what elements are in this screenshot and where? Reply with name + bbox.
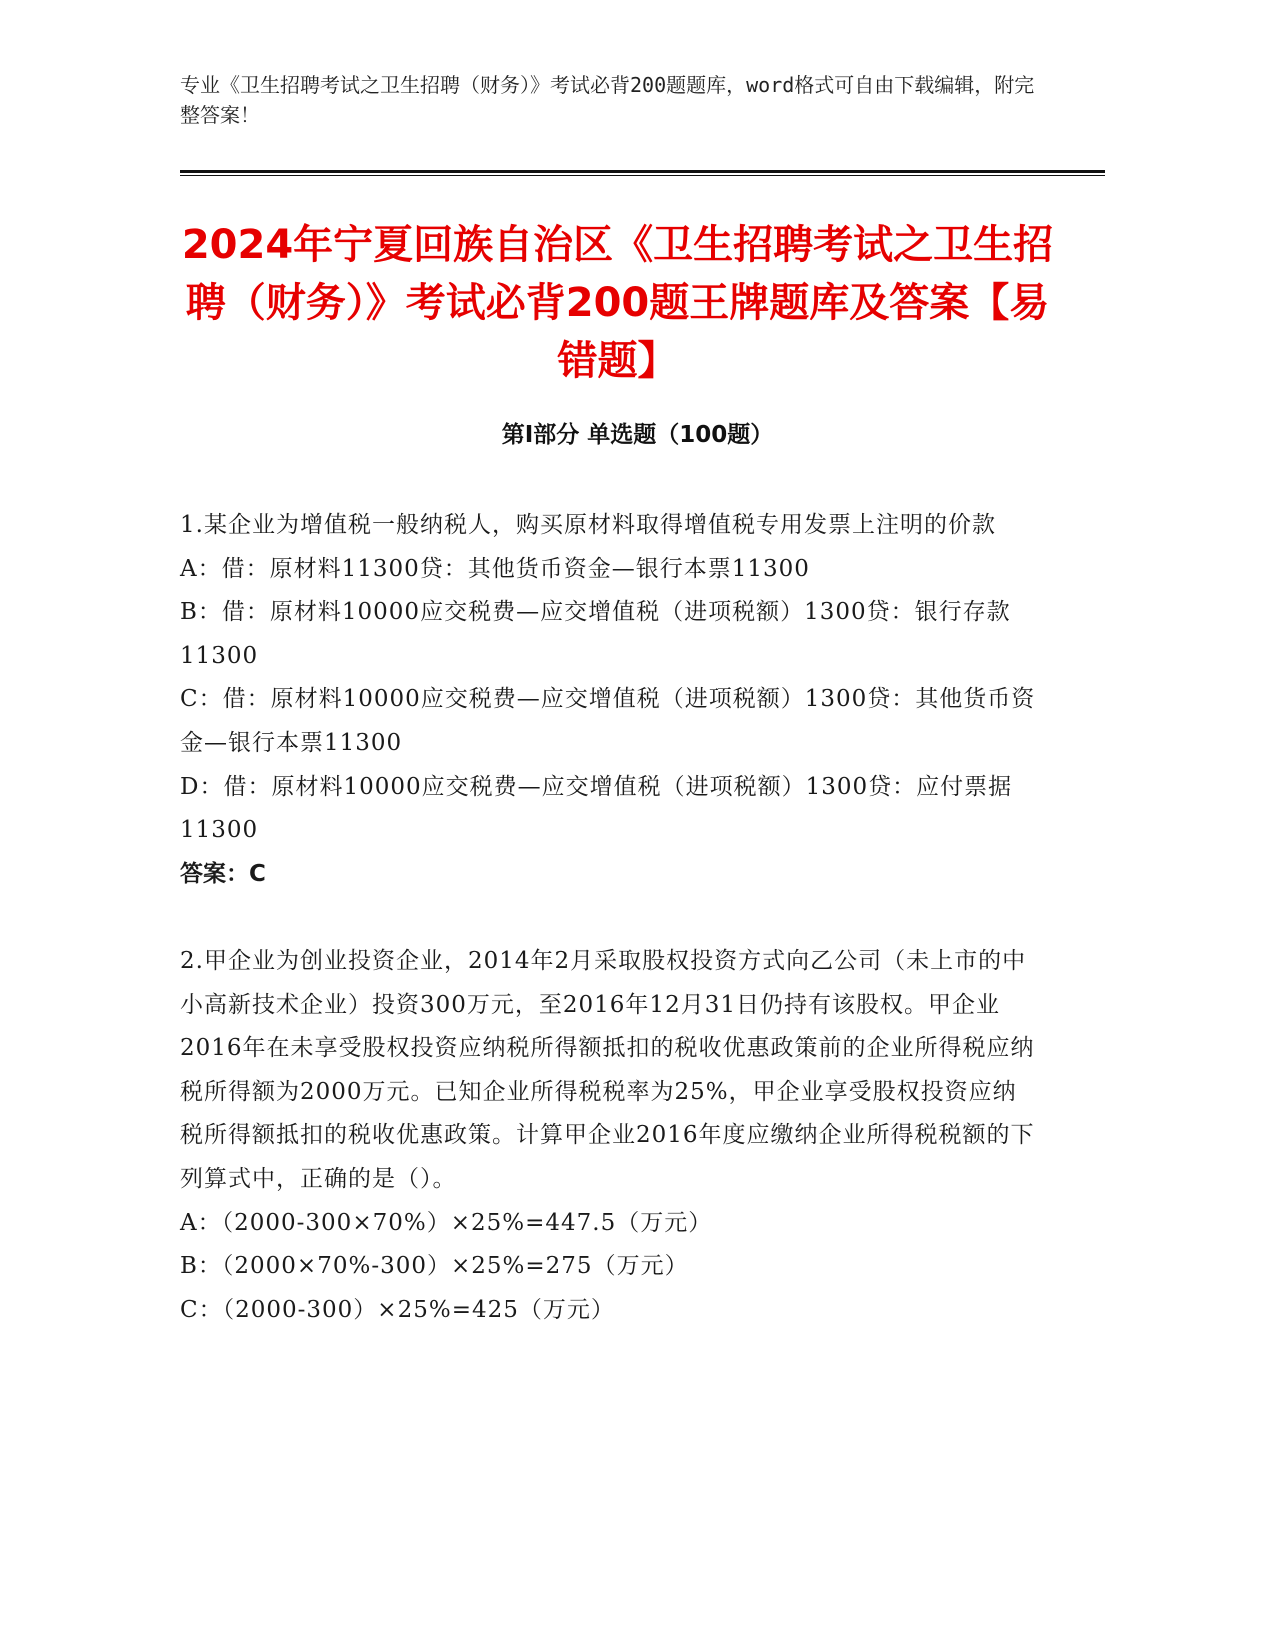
answer-label: 答案：C (180, 860, 266, 887)
option-b: B：借：原材料10000应交税费—应交增值税（进项税额）1300贷：银行存款11300 (180, 599, 1011, 669)
question-2 (180, 940, 1040, 1332)
document-title: 2024年宁夏回族自治区《卫生招聘考试之卫生招聘（财务）》考试必背200题王牌题库及答案【易错题】 (181, 222, 1054, 384)
option-c: C：借：原材料10000应交税费—应交增值税（进项税额）1300贷：其他货币资金—银行本票11300 (180, 686, 1036, 756)
option-d: D：借：原材料10000应交税费—应交增值税（进项税额）1300贷：应付票据11300 (180, 773, 1013, 844)
option-c: C：（2000-300）×25%=425（万元） (180, 1296, 615, 1323)
option-b: B：（2000×70%-300）×25%=275（万元） (180, 1253, 689, 1280)
question-text: 1.某企业为增值税一般纳税人，购买原材料取得增值税专用发票上注明的价款 (180, 512, 996, 538)
header-divider (180, 170, 1105, 176)
option-a: A：借：原材料11300贷：其他货币资金—银行本票11300 (180, 555, 810, 582)
option-a: A：（2000-300×70%）×25%=447.5（万元） (180, 1209, 713, 1236)
question-1 (180, 504, 1040, 896)
question-text: 2.甲企业为创业投资企业，2014年2月采取股权投资方式向乙公司（未上市的中小高新技术企业）投资300万元，至2016年12月31日仍持有该股权。甲企业2016年在未享受股权投资应纳税所得额抵扣的税收优惠政策前的企业所得税应纳税所得额为2000万元。已知企业所得税税率为25%，甲企业享受股权投资应纳税所得额抵扣的税收优惠政策。计算甲企业2016年度应缴纳企业所得税税额的下列算式中，正确的是（）。 (180, 947, 1035, 1192)
question-spacer (180, 896, 1040, 940)
question-list (180, 504, 1040, 1332)
header-note: 专业《卫生招聘考试之卫生招聘（财务）》考试必背200题题库，word格式可自由下载编辑，附完整答案！ (180, 73, 1035, 127)
section-title: 第Ⅰ部分 单选题（100题） (501, 422, 774, 448)
